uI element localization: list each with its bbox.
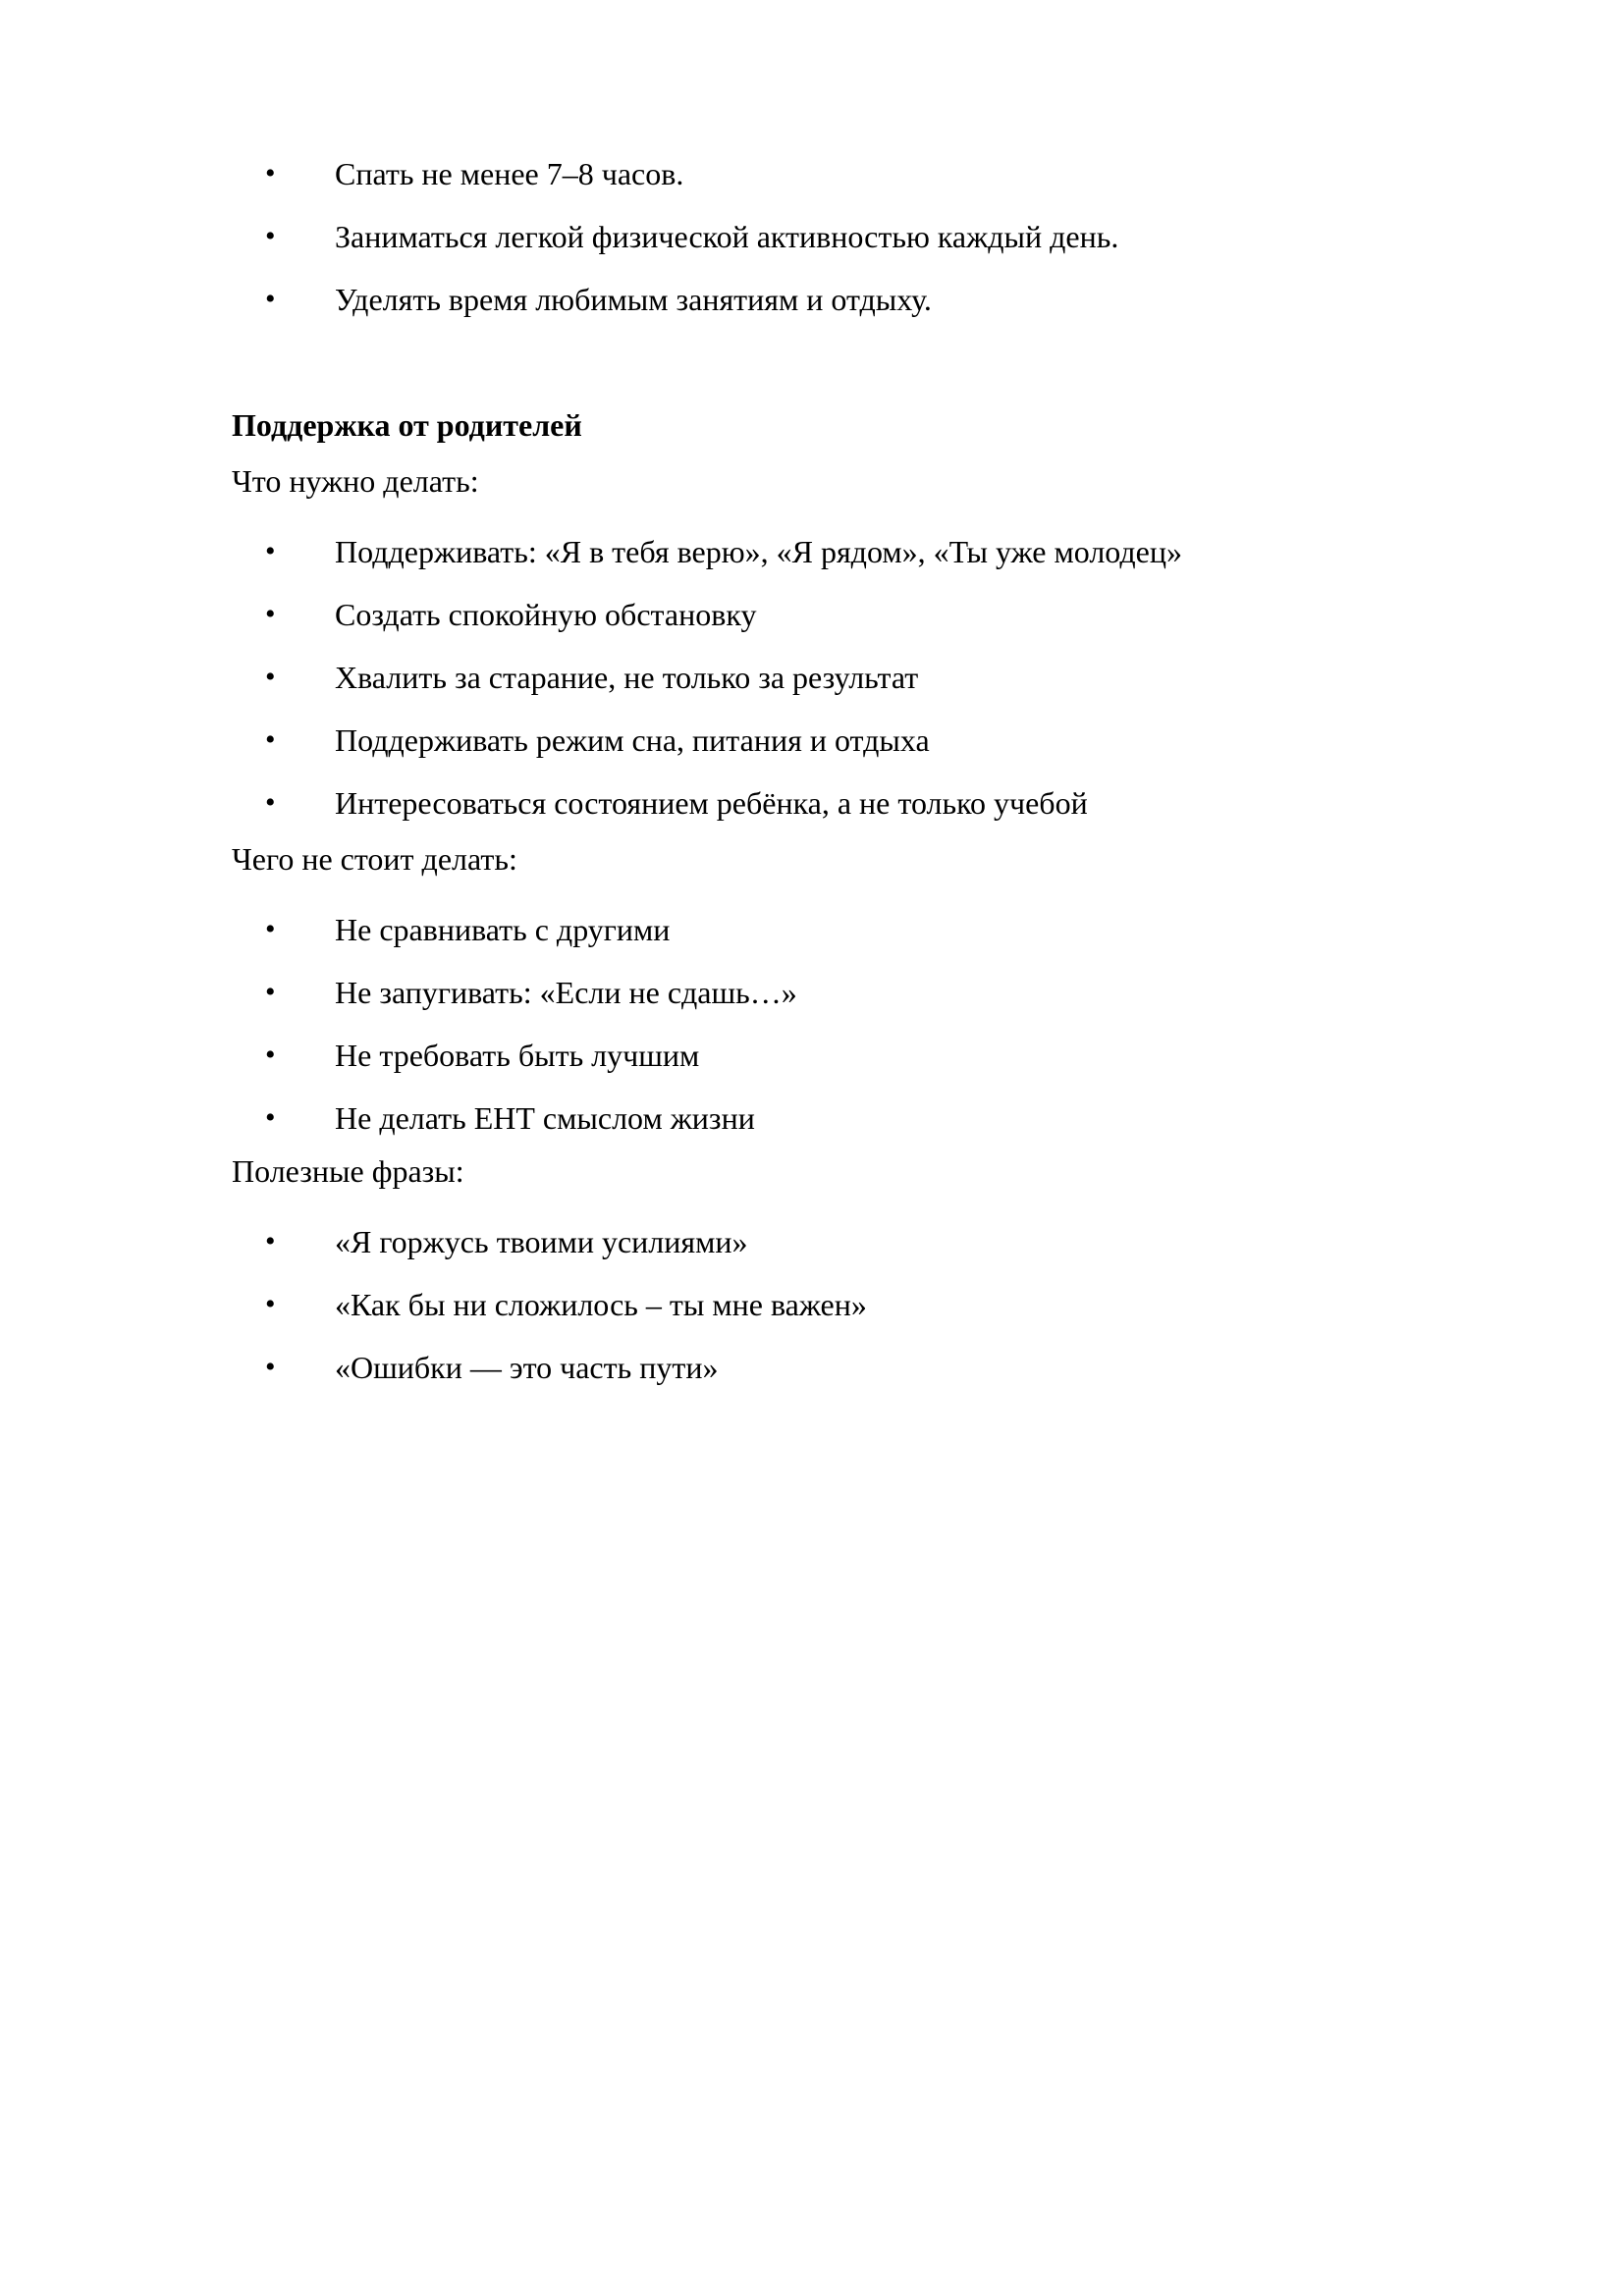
list-item (232, 1283, 1428, 1326)
list-item-text: Уделять время любимым занятиям и отдыху. (335, 282, 932, 317)
list-item (232, 971, 1428, 1014)
list-item-text: Спать не менее 7–8 часов. (335, 156, 684, 191)
list-item (232, 593, 1428, 636)
list-item-text: Не сравнивать с другими (335, 912, 671, 947)
bullet-icon: • (265, 1225, 276, 1257)
list-item (232, 1346, 1428, 1389)
list-item-text: Интересоваться состоянием ребёнка, а не только учебой (335, 785, 1088, 821)
list-item-text: Не требовать быть лучшим (335, 1038, 700, 1073)
section-heading: Поддержка от родителей (232, 407, 582, 443)
list-item (232, 908, 1428, 951)
list-item (232, 152, 1428, 195)
list-item (232, 215, 1428, 258)
list-item-text: Хвалить за старание, не только за результат (335, 660, 919, 695)
bullet-icon: • (265, 661, 276, 693)
bullet-icon: • (265, 1288, 276, 1320)
list-item-text: Создать спокойную обстановку (335, 597, 757, 632)
list-item (232, 719, 1428, 762)
bullet-icon: • (265, 723, 276, 756)
bullet-icon: • (265, 1351, 276, 1383)
list-item-text: Не запугивать: «Если не сдашь…» (335, 975, 797, 1010)
list-item (232, 1034, 1428, 1077)
bullet-icon: • (265, 1039, 276, 1071)
bullet-icon: • (265, 220, 276, 252)
bullet-icon: • (265, 913, 276, 945)
list-item-text: Заниматься легкой физической активностью каждый день. (335, 219, 1119, 254)
bullet-icon: • (265, 1101, 276, 1134)
bullet-icon: • (265, 283, 276, 315)
list-item (232, 781, 1428, 825)
bullet-icon: • (265, 157, 276, 189)
bullet-icon: • (265, 598, 276, 630)
list-item-text: «Ошибки — это часть пути» (335, 1350, 719, 1385)
list-item-text: «Я горжусь твоими усилиями» (335, 1224, 748, 1259)
group-label: Чего не стоит делать: (232, 841, 517, 877)
list-item-text: Не делать ЕНТ смыслом жизни (335, 1100, 755, 1136)
list-item-text: Поддерживать: «Я в тебя верю», «Я рядом», «Ты уже молодец» (335, 534, 1182, 569)
list-item (232, 530, 1428, 573)
list-item-text: Поддерживать режим сна, питания и отдыха (335, 722, 930, 758)
bullet-icon: • (265, 786, 276, 819)
list-item (232, 656, 1428, 699)
list-item (232, 1220, 1428, 1263)
list-item (232, 278, 1428, 321)
list-item (232, 1096, 1428, 1140)
bullet-icon: • (265, 976, 276, 1008)
bullet-icon: • (265, 535, 276, 567)
group-label: Полезные фразы: (232, 1153, 464, 1189)
group-label: Что нужно делать: (232, 463, 479, 499)
list-item-text: «Как бы ни сложилось – ты мне важен» (335, 1287, 867, 1322)
